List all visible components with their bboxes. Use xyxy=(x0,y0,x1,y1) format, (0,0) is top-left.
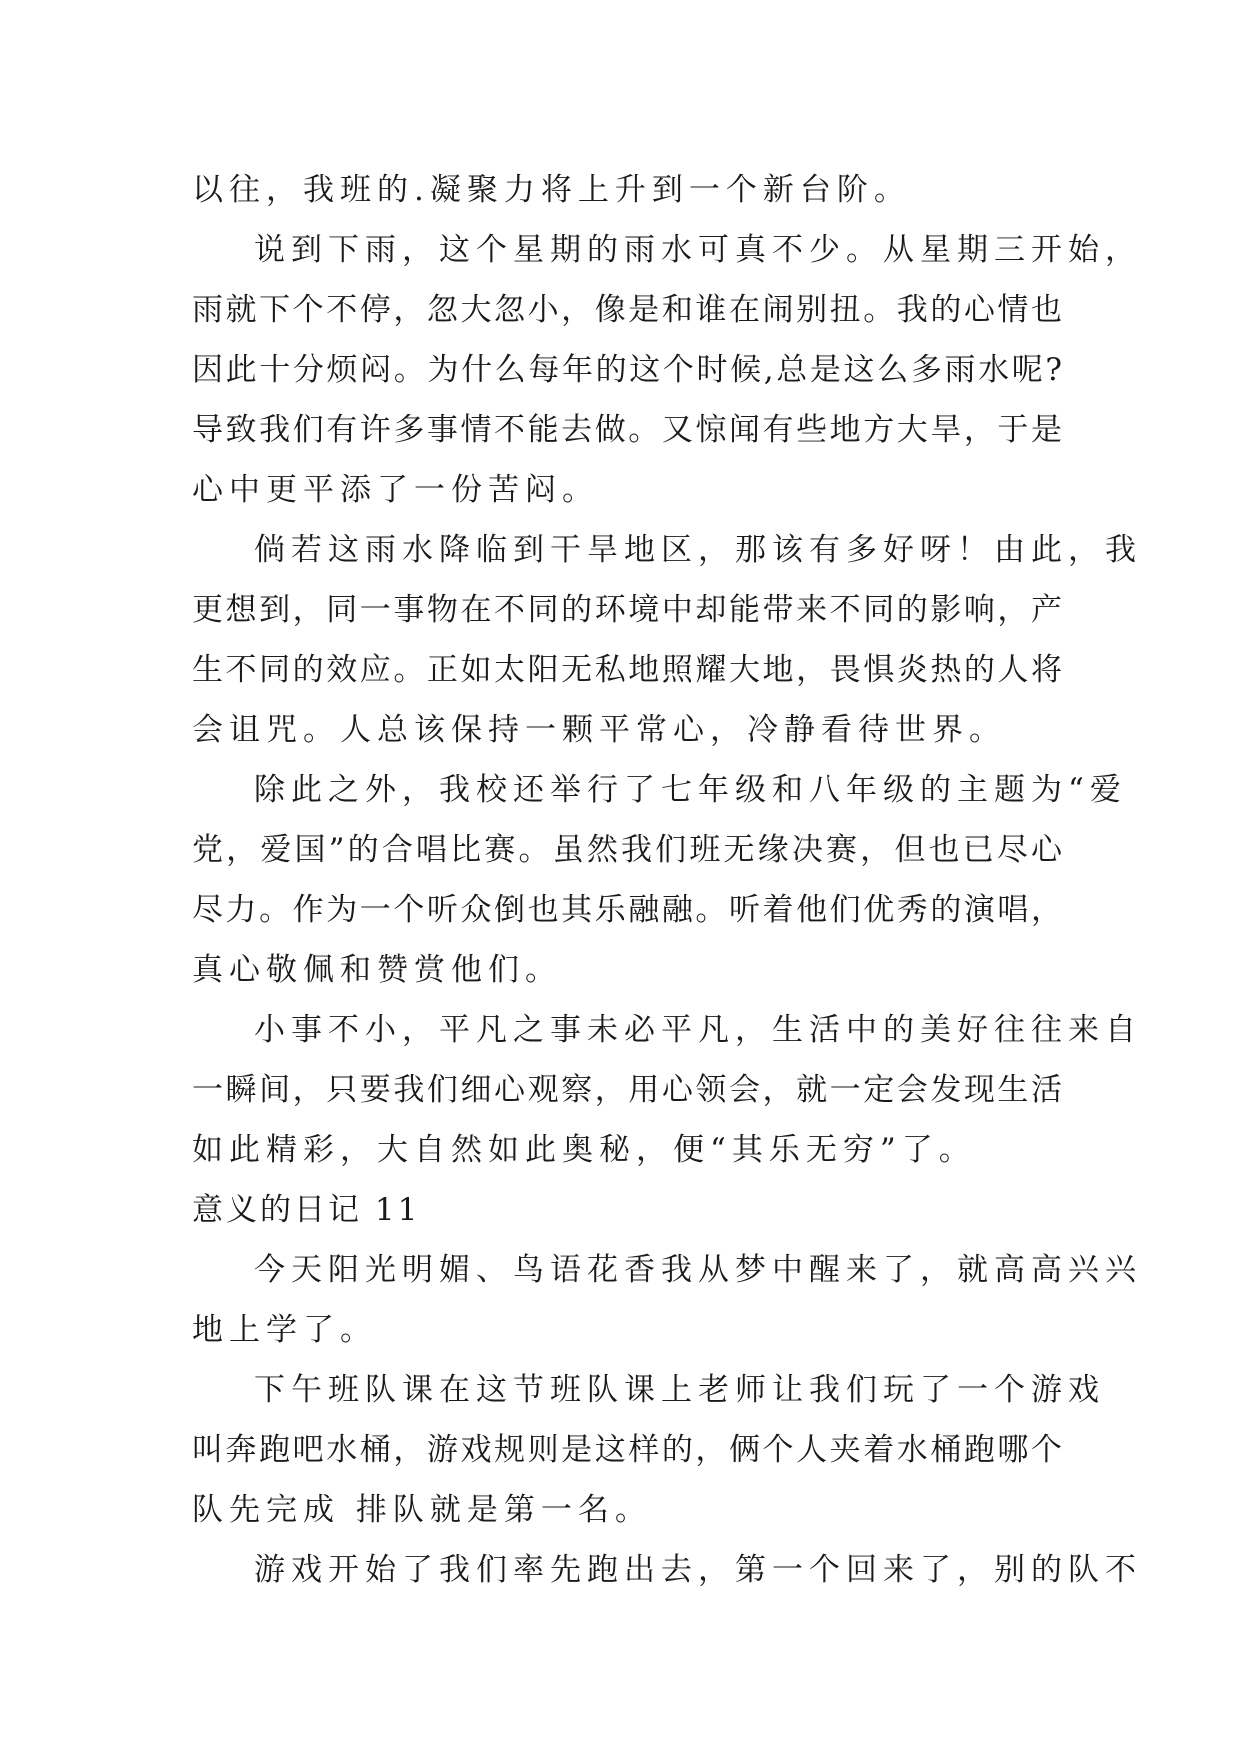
text-line: 游戏开始了我们率先跑出去，第一个回来了，别的队不 xyxy=(254,1552,1142,1588)
section-heading: 意义的日记 11 xyxy=(192,1192,421,1228)
document-body xyxy=(192,160,1142,1600)
text-line: 下午班队课在这节班队课上老师让我们玩了一个游戏 xyxy=(254,1372,1105,1408)
text-line: 一瞬间，只要我们细心观察，用心领会，就一定会发现生活 xyxy=(192,1072,1062,1108)
text-line: 队先完成 排队就是第一名。 xyxy=(192,1492,652,1528)
text-line: 更想到，同一事物在不同的环境中却能带来不同的影响，产 xyxy=(192,592,1062,628)
text-line: 倘若这雨水降临到干旱地区，那该有多好呀！由此，我 xyxy=(254,532,1142,568)
text-line: 如此精彩，大自然如此奥秘，便“其乐无穷”了。 xyxy=(192,1132,976,1168)
text-line: 小事不小，平凡之事未必平凡，生活中的美好往往来自 xyxy=(254,1012,1142,1048)
text-line: 雨就下个不停，忽大忽小，像是和谁在闹别扭。我的心情也 xyxy=(192,292,1062,328)
text-line: 除此之外，我校还举行了七年级和八年级的主题为“爱 xyxy=(254,772,1127,808)
text-line: 党，爱国”的合唱比赛。虽然我们班无缘决赛，但也已尽心 xyxy=(192,832,1062,868)
text-line: 说到下雨，这个星期的雨水可真不少。从星期三开始， xyxy=(254,232,1142,268)
text-line: 导致我们有许多事情不能去做。又惊闻有些地方大旱，于是 xyxy=(192,412,1062,448)
text-line: 生不同的效应。正如太阳无私地照耀大地，畏惧炎热的人将 xyxy=(192,652,1062,688)
text-line: 叫奔跑吧水桶，游戏规则是这样的，俩个人夹着水桶跑哪个 xyxy=(192,1432,1062,1468)
text-line: 今天阳光明媚、鸟语花香我从梦中醒来了，就高高兴兴 xyxy=(254,1252,1142,1288)
text-line: 会诅咒。人总该保持一颗平常心，冷静看待世界。 xyxy=(192,712,1006,748)
text-line: 以往，我班的.凝聚力将上升到一个新台阶。 xyxy=(192,172,911,208)
text-line: 地上学了。 xyxy=(192,1312,377,1348)
text-line: 心中更平添了一份苦闷。 xyxy=(192,472,599,508)
text-line: 真心敬佩和赞赏他们。 xyxy=(192,952,562,988)
text-line: 因此十分烦闷。为什么每年的这个时候,总是这么多雨水呢? xyxy=(192,352,1062,388)
text-line: 尽力。作为一个听众倒也其乐融融。听着他们优秀的演唱， xyxy=(192,892,1062,928)
